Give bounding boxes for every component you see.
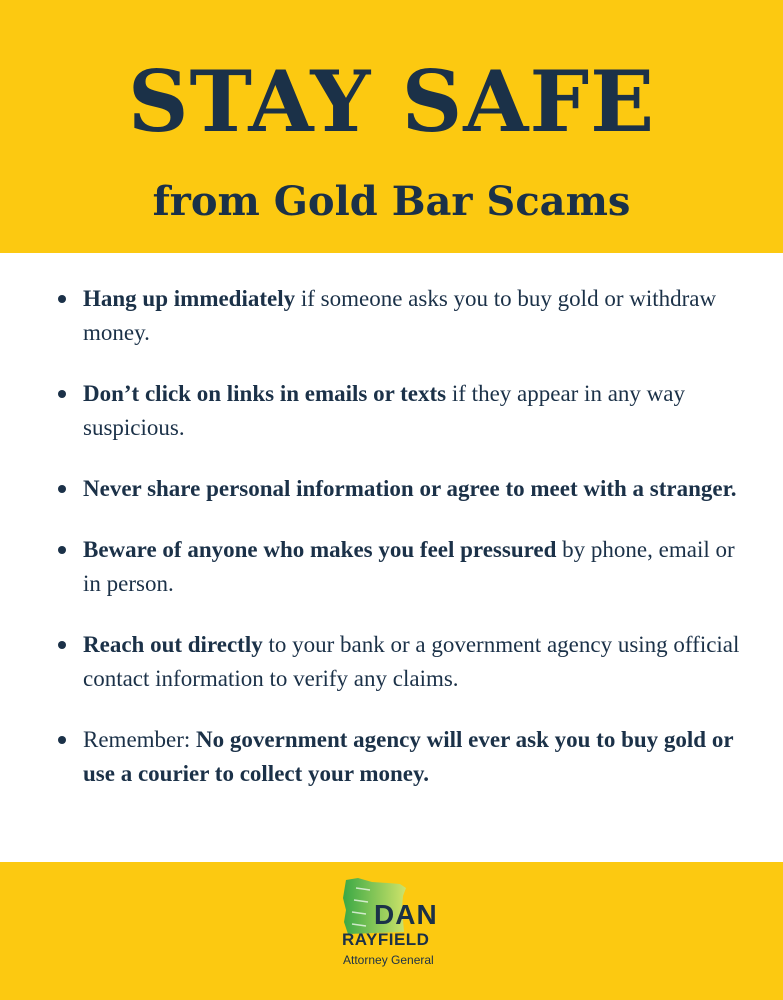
bullet-icon <box>58 390 66 398</box>
header-banner <box>0 0 783 253</box>
logo-role: Attorney General <box>343 953 434 967</box>
logo-last-name: RAYFIELD <box>342 930 430 949</box>
tip-bold: Hang up immediately <box>83 286 296 311</box>
bullet-icon <box>58 485 66 493</box>
tips-list <box>58 282 748 818</box>
tip-bold: Don’t click on links in emails or texts <box>83 381 447 406</box>
page-title: STAY SAFE <box>127 52 656 151</box>
tip-item <box>58 377 748 445</box>
tip-bold: Never share personal information or agree to meet with a stranger. <box>83 476 737 501</box>
bullet-icon <box>58 736 66 744</box>
tip-bold: Beware of anyone who makes you feel pressured <box>83 537 557 562</box>
tip-rest: if someone asks you to buy gold or withdraw money. <box>83 286 717 345</box>
tip-item <box>58 628 748 696</box>
attorney-general-logo <box>340 878 450 978</box>
tip-item <box>58 533 748 601</box>
tip-bold: Reach out directly <box>83 632 263 657</box>
tip-rest: by phone, email or in person. <box>83 537 735 596</box>
tip-item <box>58 282 748 350</box>
tip-item <box>58 723 748 791</box>
tip-rest: if they appear in any way suspicious. <box>83 381 685 440</box>
bullet-icon <box>58 295 66 303</box>
bullet-icon <box>58 641 66 649</box>
logo-first-name: DAN <box>374 899 438 930</box>
page-subtitle: from Gold Bar Scams <box>152 178 631 225</box>
tip-item <box>58 472 748 506</box>
tip-prefix: Remember: <box>83 727 197 752</box>
bullet-icon <box>58 546 66 554</box>
tip-bold: No government agency will ever ask you to buy gold or use a courier to collect your money. <box>83 727 734 786</box>
tip-rest: to your bank or a government agency using official contact information to verify any claims. <box>83 632 740 691</box>
